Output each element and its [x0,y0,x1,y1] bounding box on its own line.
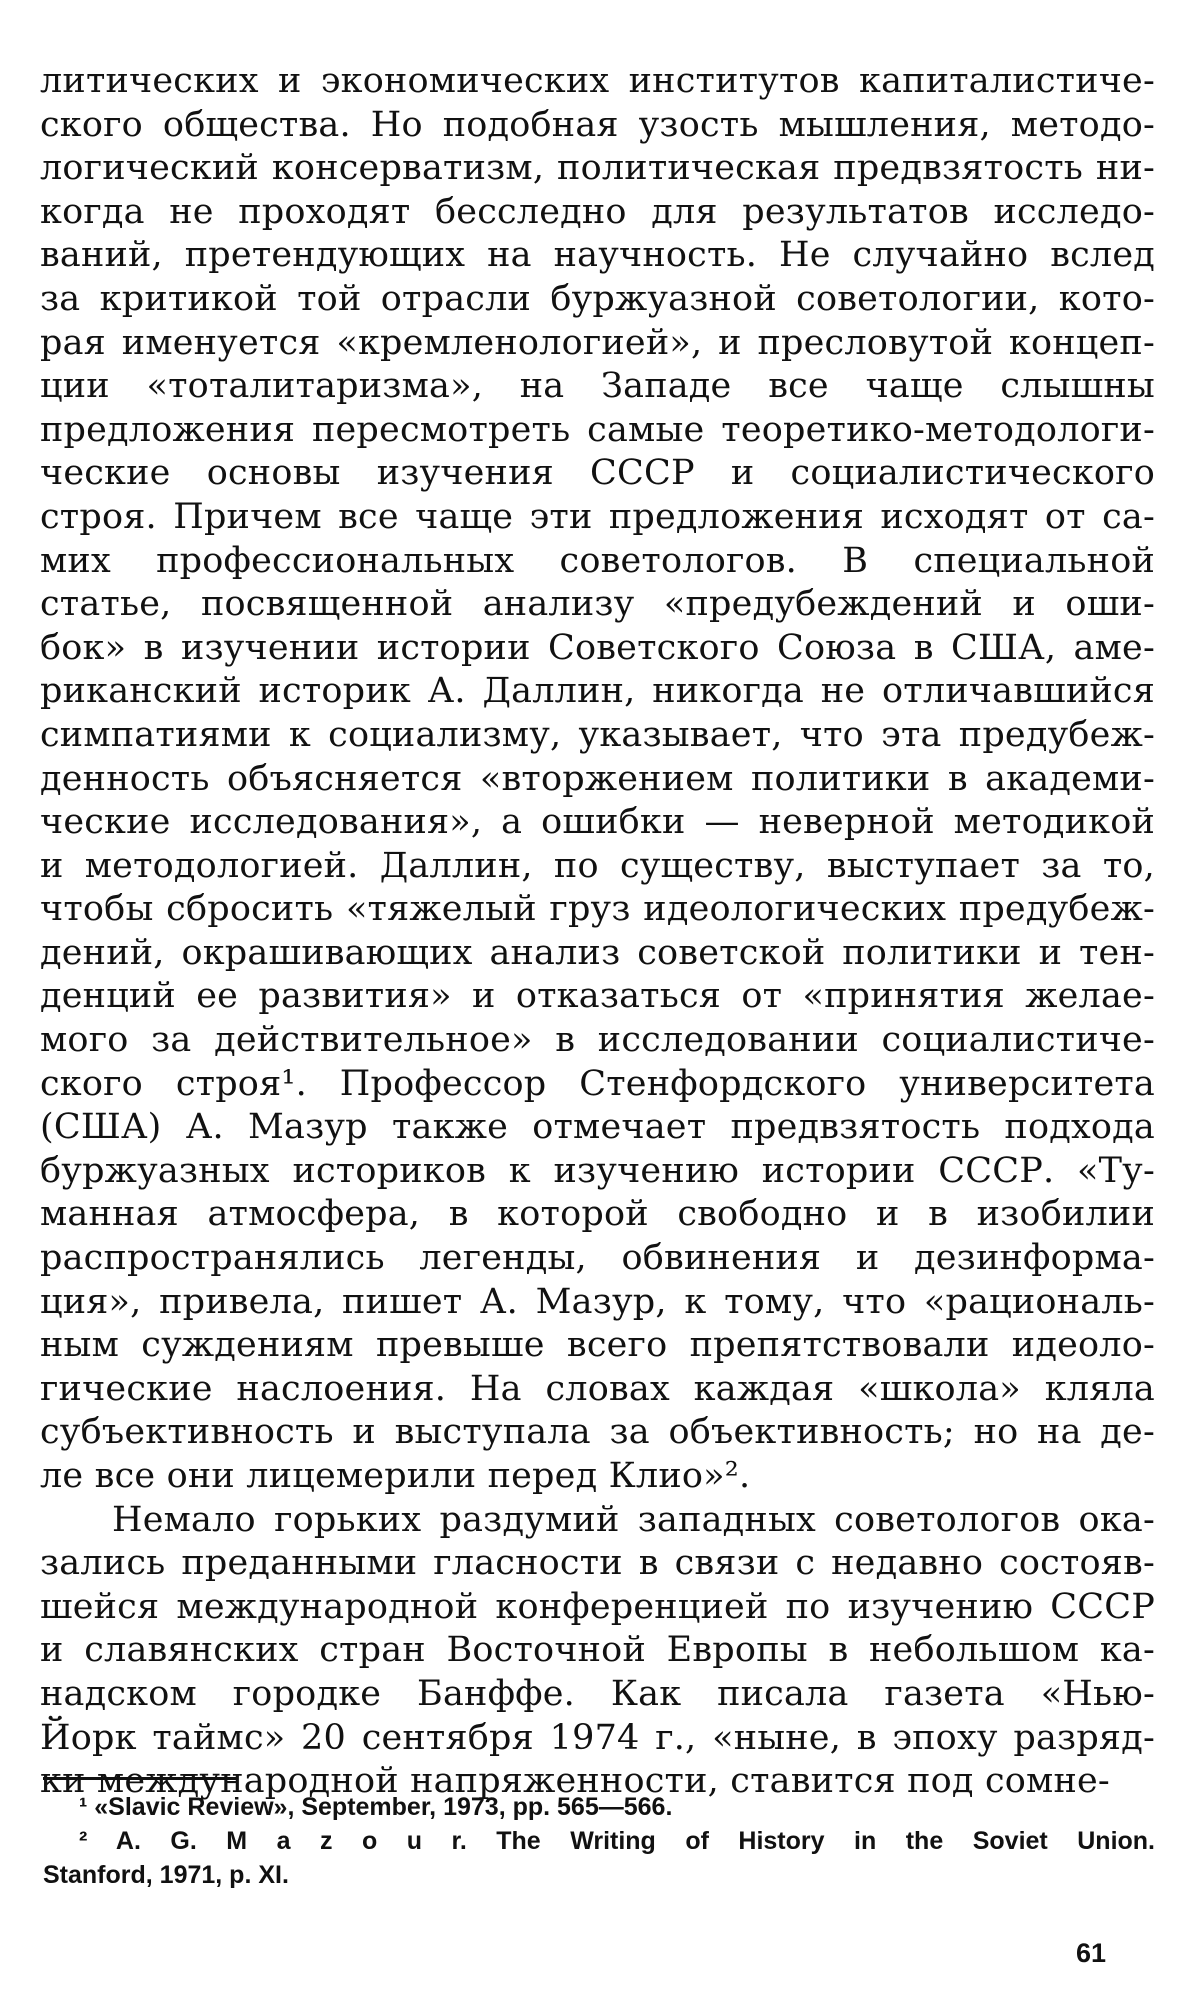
text-line: статье, посвященной анализу «предубеждений и оши- [40,584,1155,625]
footnote-line: Stanford, 1971, p. XI. [43,1861,289,1889]
text-line: распространялись легенды, обвинения и дезинформа- [40,1238,1155,1279]
footnote [43,1790,1155,1824]
footnote-line: ² A. G. M a z o u r. The Writing of History in the Soviet Union. [79,1827,1155,1855]
text-line: предложения пересмотреть самые теоретико-методологи- [40,409,1155,450]
text-line: дений, окрашивающих анализ советской политики и тен- [40,932,1155,973]
text-line: зались преданными гласности в связи с недавно состояв- [40,1543,1155,1584]
text-line: Йорк таймс» 20 сентября 1974 г., «ныне, в эпоху разряд- [40,1717,1155,1758]
text-line: ции «тоталитаризма», на Западе все чаще слышны [40,366,1155,407]
text-line: буржуазных историков к изучению истории СССР. «Ту- [40,1150,1155,1191]
text-line: ского общества. Но подобная узость мышления, методо- [40,104,1155,145]
footnote [43,1824,1155,1892]
text-line: ки международной напряженности, ставится под сомне- [40,1761,1110,1802]
footnote-line: ¹ «Slavic Review», September, 1973, pp. 565—566. [79,1793,673,1821]
text-line: чтобы сбросить «тяжелый груз идеологических предубеж- [40,889,1155,930]
text-line: за критикой той отрасли буржуазной советологии, кото- [40,278,1155,319]
text-line: субъективность и выступала за объективность; но на де- [40,1412,1155,1453]
text-line: когда не проходят бесследно для результатов исследо- [40,191,1155,232]
text-line: рая именуется «кремленологией», и пресловутой концеп- [40,322,1155,363]
text-line: денций ее развития» и отказаться от «принятия желае- [40,976,1155,1017]
text-line: симпатиями к социализму, указывает, что эта предубеж- [40,714,1155,755]
text-line: строя. Причем все чаще эти предложения исходят от са- [40,496,1155,537]
text-line: надском городке Банффе. Как писала газета «Нью- [40,1673,1155,1714]
text-line: и методологией. Даллин, по существу, выступает за то, [40,845,1155,886]
text-line: мих профессиональных советологов. В специальной [40,540,1155,581]
paragraphs [40,60,1155,1804]
text-line: ция», привела, пишет А. Мазур, к тому, что «рациональ- [40,1281,1155,1322]
page-number: 61 [1075,1938,1106,1968]
text-line: (США) А. Мазур также отмечает предвзятость подхода [40,1107,1155,1148]
text-line: манная атмосфера, в которой свободно и в изобилии [40,1194,1155,1235]
text-line: ческие основы изучения СССР и социалистического [40,453,1155,494]
paragraph [40,1499,1155,1804]
text-line: мого за действительное» в исследовании социалистиче- [40,1020,1155,1061]
text-line: ваний, претендующих на научность. Не случайно вслед [40,235,1155,276]
paragraph [40,60,1155,1499]
text-line: ческие исследования», а ошибки — неверной методикой [40,802,1155,843]
footnote-divider [43,1777,238,1780]
main-text [40,60,1155,1804]
footnotes [43,1790,1155,1892]
text-line: Немало горьких раздумий западных советологов ока- [112,1499,1155,1540]
text-line: логический консерватизм, политическая предвзятость ни- [40,148,1155,189]
text-line: бок» в изучении истории Советского Союза в США, аме- [40,627,1155,668]
text-line: денность объясняется «вторжением политики в академи- [40,758,1155,799]
text-line: ле все они лицемерили перед Клио»². [40,1456,751,1496]
text-line: литических и экономических институтов капиталистиче- [40,61,1155,101]
text-line: и славянских стран Восточной Европы в небольшом ка- [40,1630,1155,1671]
text-line: риканский историк А. Даллин, никогда не отличавшийся [40,671,1155,712]
text-line: ным суждениям превыше всего препятствовали идеоло- [40,1325,1155,1366]
text-line: гические наслоения. На словах каждая «школа» кляла [40,1368,1155,1409]
text-line: шейся международной конференцией по изучению СССР [40,1586,1155,1627]
text-line: ского строя¹. Профессор Стенфордского университета [40,1063,1155,1104]
